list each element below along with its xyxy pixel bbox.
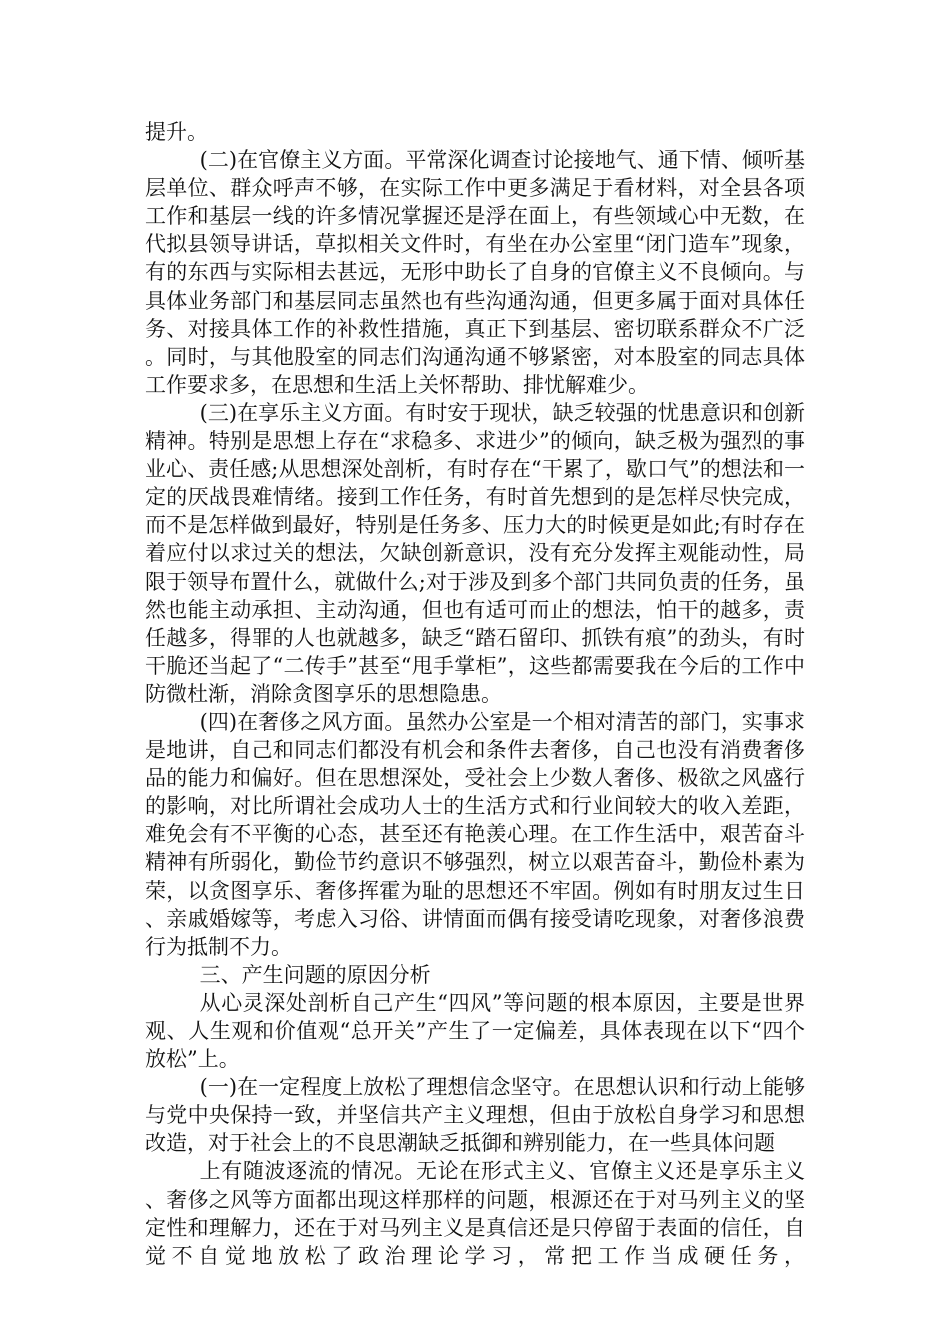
paragraph-continuation: 提升。	[145, 120, 208, 144]
paragraph-root-cause: 从心灵深处剖析自己产生“四风”等问题的根本原因，主要是世界观、人生观和价值观“总开关”产生了一定偏差，具体表现在以下“四个放松”上。	[145, 990, 805, 1072]
paragraph-drifting: 上有随波逐流的情况。无论在形式主义、官僚主义还是享乐主义、奢侈之风等方面都出现这样那样的问题，根源还在于对马列主义的坚定性和理解力，还在于对马列主义是真信还是只停留于表面的信任，自觉不自觉地放松了政治理论学习，常把工作当成硬任务，	[145, 1159, 805, 1268]
paragraph-ideals: (一)在一定程度上放松了理想信念坚守。在思想认识和行动上能够与党中央保持一致，并坚信共产主义理想，但由于放松自身学习和思想改造，对于社会上的不良思潮缺乏抵御和辨别能力，在一些具体问题	[145, 1075, 805, 1156]
section-heading-cause-analysis: 三、产生问题的原因分析	[199, 962, 431, 987]
paragraph-hedonism: (三)在享乐主义方面。有时安于现状，缺乏较强的忧患意识和创新精神。特别是思想上存在“求稳多、求进少”的倾向，缺乏极为强烈的事业心、责任感;从思想深处剖析，有时存在“干累了，歇口气”的想法和一定的厌战畏难情绪。接到工作任务，有时首先想到的是怎样尽快完成，而不是怎样做到最好，特别是任务多、压力大的时候更是如此;有时存在着应付以求过关的想法，欠缺创新意识，没有充分发挥主观能动性，局限于领导布置什么，就做什么;对于涉及到多个部门共同负责的任务，虽然也能主动承担、主动沟通，但也有适可而止的想法，怕干的越多，责任越多，得罪的人也就越多，缺乏“踏石留印、抓铁有痕”的劲头，有时干脆还当起了“二传手”甚至“甩手掌柜”，这些都需要我在今后的工作中防微杜渐，消除贪图享乐的思想隐患。	[145, 400, 805, 706]
paragraph-extravagance: (四)在奢侈之风方面。虽然办公室是一个相对清苦的部门，实事求是地讲，自己和同志们都没有机会和条件去奢侈，自己也没有消费奢侈品的能力和偏好。但在思想深处，受社会上少数人奢侈、极欲之风盛行的影响，对比所谓社会成功人士的生活方式和行业间较大的收入差距，难免会有不平衡的心态，甚至还有艳羡心理。在工作生活中，艰苦奋斗精神有所弱化，勤俭节约意识不够强烈，树立以艰苦奋斗，勤俭朴素为荣，以贪图享乐、奢侈挥霍为耻的思想还不牢固。例如有时朋友过生日、亲戚婚嫁等，考虑入习俗、讲情面而偶有接受请吃现象，对奢侈浪费行为抵制不力。	[145, 709, 805, 959]
document-page	[145, 118, 805, 1270]
paragraph-bureaucratism: (二)在官僚主义方面。平常深化调查讨论接地气、通下情、倾听基层单位、群众呼声不够，在实际工作中更多满足于看材料，对全县各项工作和基层一线的许多情况掌握还是浮在面上，有些领域心中无数，在代拟县领导讲话，草拟相关文件时，有坐在办公室里“闭门造车”现象，有的东西与实际相去甚远，无形中助长了自身的官僚主义不良倾向。与具体业务部门和基层同志虽然也有些沟通沟通，但更多属于面对具体任务、对接具体工作的补救性措施，真正下到基层、密切联系群众不广泛。同时，与其他股室的同志们沟通沟通不够紧密，对本股室的同志具体工作要求多，在思想和生活上关怀帮助、排忧解难少。	[145, 148, 805, 397]
